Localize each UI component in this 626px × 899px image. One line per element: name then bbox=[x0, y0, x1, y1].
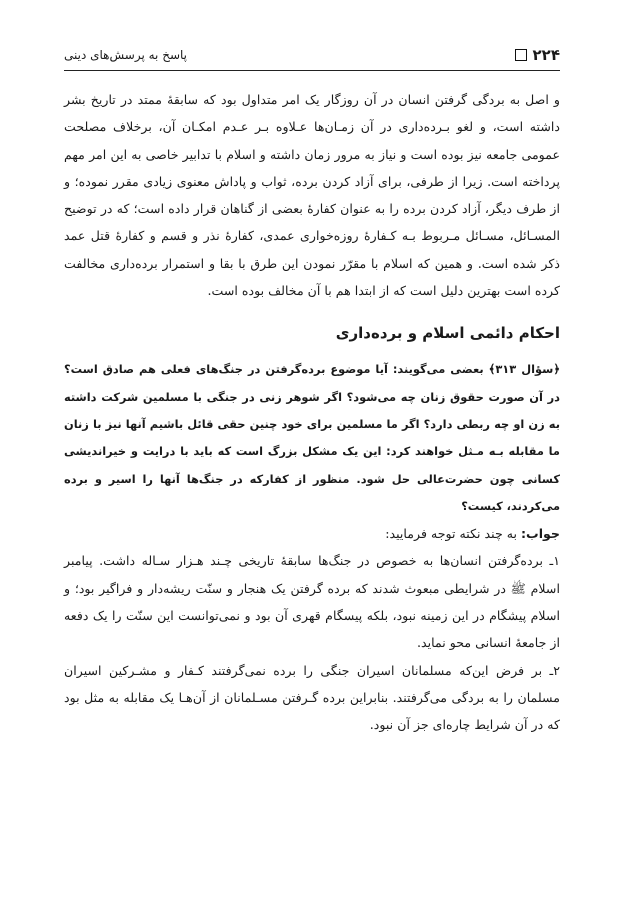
answer-intro: به چند نکته توجه فرمایید: bbox=[385, 526, 517, 542]
page-number bbox=[515, 46, 560, 64]
answer-point-1: ۱ـ برده‌گرفتن انسان‌ها به خصوص در جنگ‌ها سابقهٔ تاریخی چـند هـزار سـاله داشت. پیامبر اسلام ﷺ در شرایطی مبعوث شدند که برده گرفتن یک هنجار و سنّت ریشه‌دار و فراگیر بود؛ و اسلام پیشگام در این زمینه نبود، بلکه پیسگام قهری آن بود و نمی‌توانست این سنّت را یک دفعه از جامعهٔ انسانی محو نماید. bbox=[64, 553, 560, 651]
running-title: پاسخ به پرسش‌های دینی bbox=[64, 48, 188, 62]
page-header bbox=[64, 40, 560, 71]
intro-paragraph: و اصل به بردگی گرفتن انسان در آن روزگار یک امر متداول بود که سابقهٔ ممتد در تاریخ بشر داشته است، و لغو بـرده‌داری در آن زمـان‌ها عـلاوه بـر عـدم امکـان آن، برخلاف مصلحت عمومی جامعه نیز بوده است و نیاز به مرور زمان داشته و اسلام با تدابیر خاصی به این امر مهم پرداخته است. زیرا از طرفی، برای آزاد کردن برده، ثواب و پاداش معنوی زیادی مقرر نموده؛ و از طرف دیگر، آزاد کردن برده را به عنوان کفارهٔ بعضی از گناهان قرار داده است؛ که در توضیح المسـائل، مسـائل مـربوط بـه کـفارهٔ روزه‌خواری عمدی، کفارهٔ نذر و قسم و کفارهٔ قتل عمد ذکر شده است. و همین که اسلام با مقرّر نمودن این طرق با بقا و استمرار برده‌داری مخالفت کرده است بهترین دلیل است که از ابتدا هم با آن مخالف بوده است. bbox=[64, 92, 560, 299]
answer-label: جواب: bbox=[521, 526, 560, 542]
question-text: بعضی می‌گویند: آیا موضوع برده‌گرفتن در جنگ‌های فعلی هم صادق است؟ در آن صورت حقوق زنان چه می‌شود؟ اگر شوهر زنی در جنگی با مسلمین شرکت داشته به زن او چه ربطی دارد؟ اگر ما مسلمین برای خود چنین حقی قائل باشیم آنها نیز با زنان ما مقابله بـه مـثل خواهند کرد: این یک مشکل بزرگ است که باید با درایت و خیراندیشی کسانی چون حضرت‌عالی حل شود. منظور از کفارکه در جنگ‌ها آنها را اسیر و برده می‌کردند، کیست؟ bbox=[64, 362, 560, 513]
question-block bbox=[64, 356, 560, 520]
answer-point-2: ۲ـ بر فرض این‌که مسلمانان اسیران جنگی را برده نمی‌گرفتند کـفار و مشـرکین اسیران مسلمان را به بردگی می‌گرفتند. بنابراین برده گـرفتن مسـلمانان از آن‌هـا یک مقابله به مثل بود که در آن شرایط چاره‌ای جز آن نبود. bbox=[64, 662, 560, 733]
page-number-text: ۲۲۴ bbox=[532, 46, 560, 64]
question-label: ﴿سؤال ۳۱۳﴾ bbox=[488, 362, 560, 377]
section-heading: احکام دائمی اسلام و برده‌داری bbox=[335, 324, 560, 343]
page-content bbox=[64, 86, 560, 739]
square-icon bbox=[515, 49, 527, 61]
answer-intro-line bbox=[64, 520, 560, 547]
